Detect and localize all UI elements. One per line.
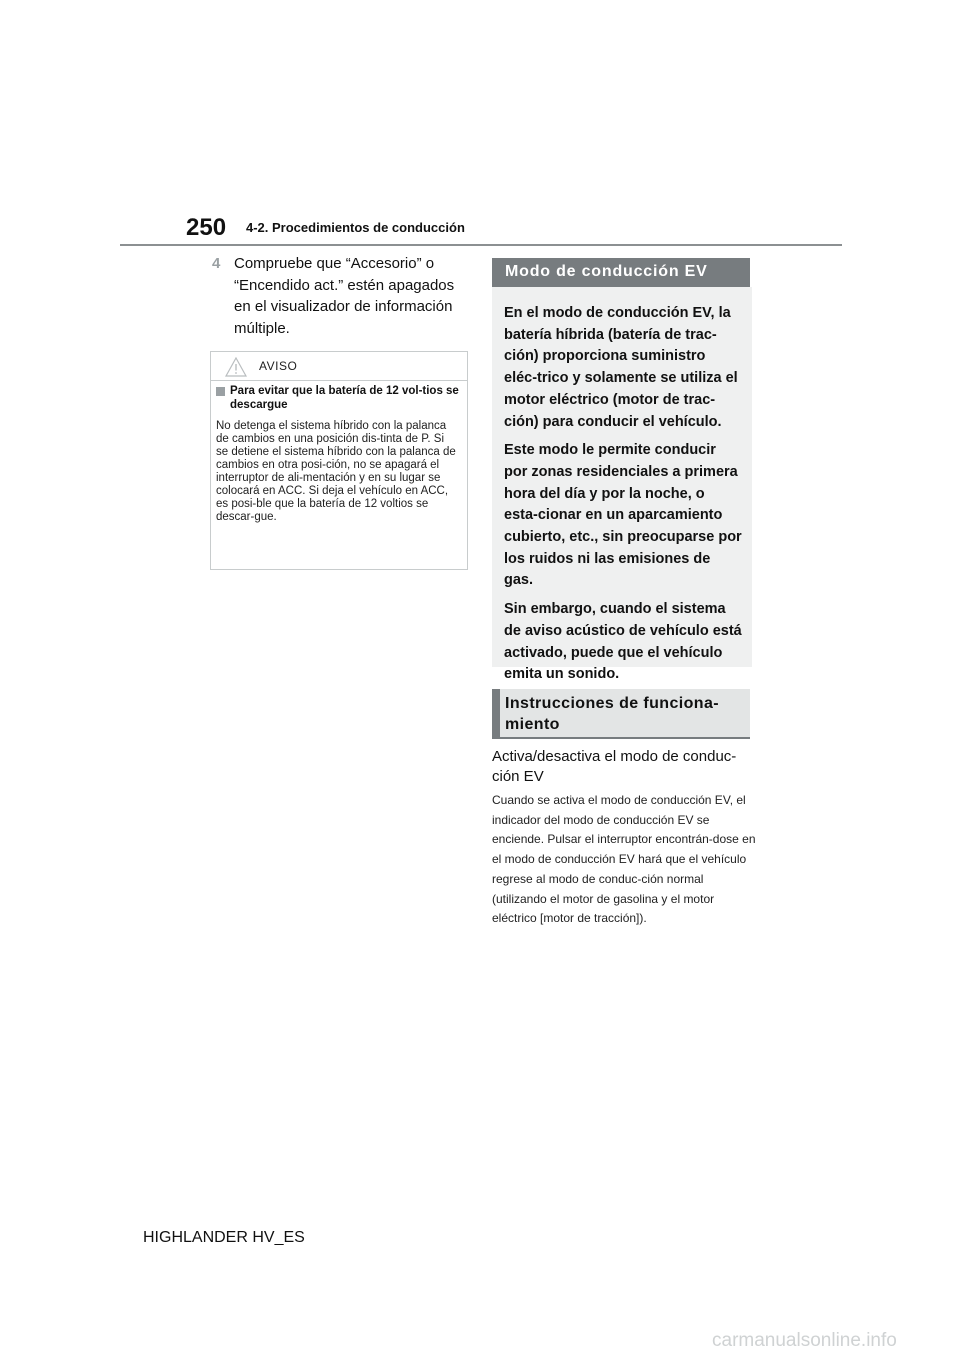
aviso-label: AVISO (259, 359, 298, 373)
aviso-subheading-text: Para evitar que la batería de 12 vol-tios se descargue (230, 385, 459, 411)
instructions-action: Activa/desactiva el modo de conduc-ción EV (492, 748, 737, 785)
ev-mode-paragraph: Este modo le permite conducir por zonas residenciales a primera hora del día y por la noche, o esta-cionar en un aparcamiento cubierto, etc., sin preocuparse por los ruidos ni las emisiones de gas. (504, 442, 742, 589)
watermark: carmanualsonline.info (712, 1330, 897, 1351)
aviso-box (210, 351, 468, 570)
ev-mode-paragraph: En el modo de conducción EV, la batería híbrida (batería de trac-ción) proporciona suministro eléc-trico y solamente se utiliza el motor eléctrico (motor de trac-ción) para conducir el vehículo. (504, 305, 738, 430)
instructions-detail: Cuando se activa el modo de conducción EV, el indicador del modo de conducción EV se enciende. Pulsar el interruptor encontrán-dose en el modo de conducción EV hará que el vehículo regrese al modo de conduc-ción normal (utilizando el motor de gasolina y el motor eléctrico [motor de tracción]). (492, 793, 756, 926)
instructions-heading: Instrucciones de funciona-miento (492, 689, 750, 739)
step-text: Compruebe que “Accesorio” o “Encendido act.” estén apagados en el visualizador de información múltiple. (234, 255, 455, 337)
step-item (212, 253, 462, 339)
header-rule (120, 244, 842, 246)
ev-mode-paragraph: Sin embargo, cuando el sistema de aviso acústico de vehículo está activado, puede que el vehículo emita un sonido. (504, 601, 742, 683)
warning-triangle-icon (225, 357, 247, 377)
section-title: 4-2. Procedimientos de conducción (246, 220, 465, 235)
ev-mode-heading: Modo de conducción EV (492, 258, 750, 287)
step-number: 4 (212, 255, 221, 272)
aviso-subheading (216, 385, 459, 412)
aviso-body (211, 381, 467, 524)
aviso-header (211, 352, 467, 381)
square-bullet-icon (216, 387, 225, 396)
footer-model: HIGHLANDER HV_ES (143, 1229, 305, 1246)
ev-mode-box (492, 287, 752, 683)
aviso-text: No detenga el sistema híbrido con la palanca de cambios en una posición dis-tinta de P. Si se detiene el sistema híbrido con la palanca de cambios en otra posi-ción, no se apagará el interruptor de ali-mentación y en su lugar se colocará en ACC. Si deja el vehículo en ACC, es posi-ble que la batería de 12 voltios se descar-gue. (216, 420, 456, 523)
page-number: 250 (186, 214, 227, 241)
